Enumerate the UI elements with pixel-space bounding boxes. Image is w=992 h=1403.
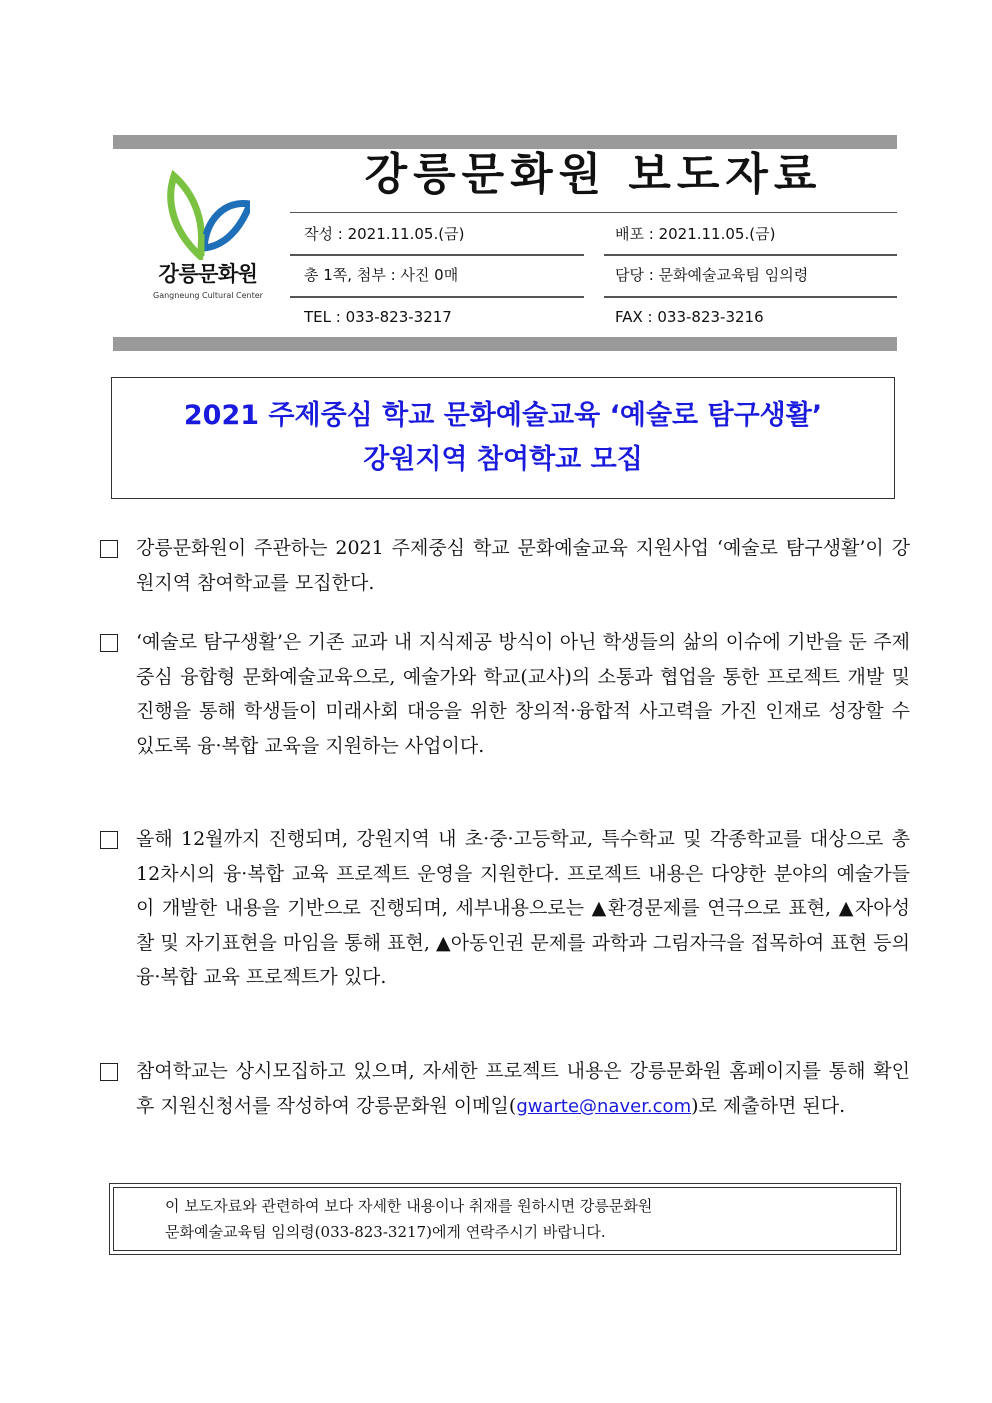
headline-box — [111, 377, 895, 499]
paragraph-3 — [100, 822, 910, 995]
release-date: 배포 : 2021.11.05.(금) — [615, 225, 776, 243]
paragraph-1 — [100, 531, 910, 600]
headline-line-2: 강원지역 참여학교 모집 — [363, 444, 643, 475]
contact-person: 담당 : 문화예술교육팀 임의령 — [615, 266, 809, 284]
info-row-pages — [290, 254, 897, 296]
headline-line-1: 2021 주제중심 학교 문화예술교육 ‘예술로 탐구생활’ — [183, 400, 823, 431]
written-date: 작성 : 2021.11.05.(금) — [304, 225, 465, 243]
header-bottom-bar — [113, 337, 897, 351]
email-link[interactable]: gwarte@naver.com — [516, 1095, 692, 1117]
page-count: 총 1쪽, 첨부 : 사진 0매 — [304, 266, 459, 284]
paragraph-text: 올해 12월까지 진행되며, 강원지역 내 초·중·고등학교, 특수학교 및 각종학교를 대상으로 총 12차시의 융·복합 교육 프로젝트 운영을 지원한다. 프로젝트 내용은 다양한 분야의 예술가들이 개발한 내용을 기반으로 진행되며, 세부내용으로는 ▲환경문제를 연극으로 표현, ▲자아성찰 및 자기표현을 마임을 통해 표현, ▲아동인권 문제를 과학과 그림자극을 접목하여 표현 등의 융·복합 교육 프로젝트가 있다. — [136, 828, 910, 988]
checkbox-bullet-icon — [100, 634, 118, 652]
info-row-dates — [290, 212, 897, 255]
logo-org-name: 강릉문화원 — [158, 262, 258, 286]
logo-org-name-en: Gangneung Cultural Center — [153, 291, 263, 300]
paragraph-text: 강릉문화원이 주관하는 2021 주제중심 학교 문화예술교육 지원사업 ‘예술로 탐구생활’이 강원지역 참여학교를 모집한다. — [136, 537, 910, 594]
page-title: 강릉문화원 보도자료 — [364, 149, 823, 200]
leaf-logo-icon — [166, 170, 250, 260]
paragraph-text-before: 참여학교는 상시모집하고 있으며, 자세한 프로젝트 내용은 강릉문화원 홈페이지를 통해 확인 후 지원신청서를 작성하여 강릉문화원 이메일( — [136, 1060, 910, 1117]
note-text — [165, 1193, 652, 1245]
contact-note-box — [109, 1183, 901, 1255]
info-row-phone — [290, 296, 897, 338]
paragraph-text — [136, 1054, 910, 1124]
paragraph-text-after: )로 제출하면 된다. — [691, 1094, 846, 1117]
checkbox-bullet-icon — [100, 1063, 118, 1081]
note-line-2: 문화예술교육팀 임의령(033-823-3217)에게 연락주시기 바랍니다. — [165, 1223, 606, 1241]
fax-number: FAX : 033-823-3216 — [615, 308, 764, 326]
tel-number: TEL : 033-823-3217 — [304, 308, 452, 326]
checkbox-bullet-icon — [100, 831, 118, 849]
checkbox-bullet-icon — [100, 540, 118, 558]
note-line-1: 이 보도자료와 관련하여 보다 자세한 내용이나 취재를 원하시면 강릉문화원 — [165, 1197, 653, 1215]
logo — [138, 170, 278, 310]
paragraph-4 — [100, 1054, 910, 1124]
paragraph-2 — [100, 625, 910, 763]
paragraph-text: ‘예술로 탐구생활’은 기존 교과 내 지식제공 방식이 아닌 학생들의 삶의 이슈에 기반을 둔 주제중심 융합형 문화예술교육으로, 예술가와 학교(교사)의 소통과 협업을 통한 프로젝트 개발 및 진행을 통해 학생들이 미래사회 대응을 위한 창의적·융합적 사고력을 가진 인재로 성장할 수 있도록 융·복합 교육을 지원하는 사업이다. — [136, 631, 910, 757]
